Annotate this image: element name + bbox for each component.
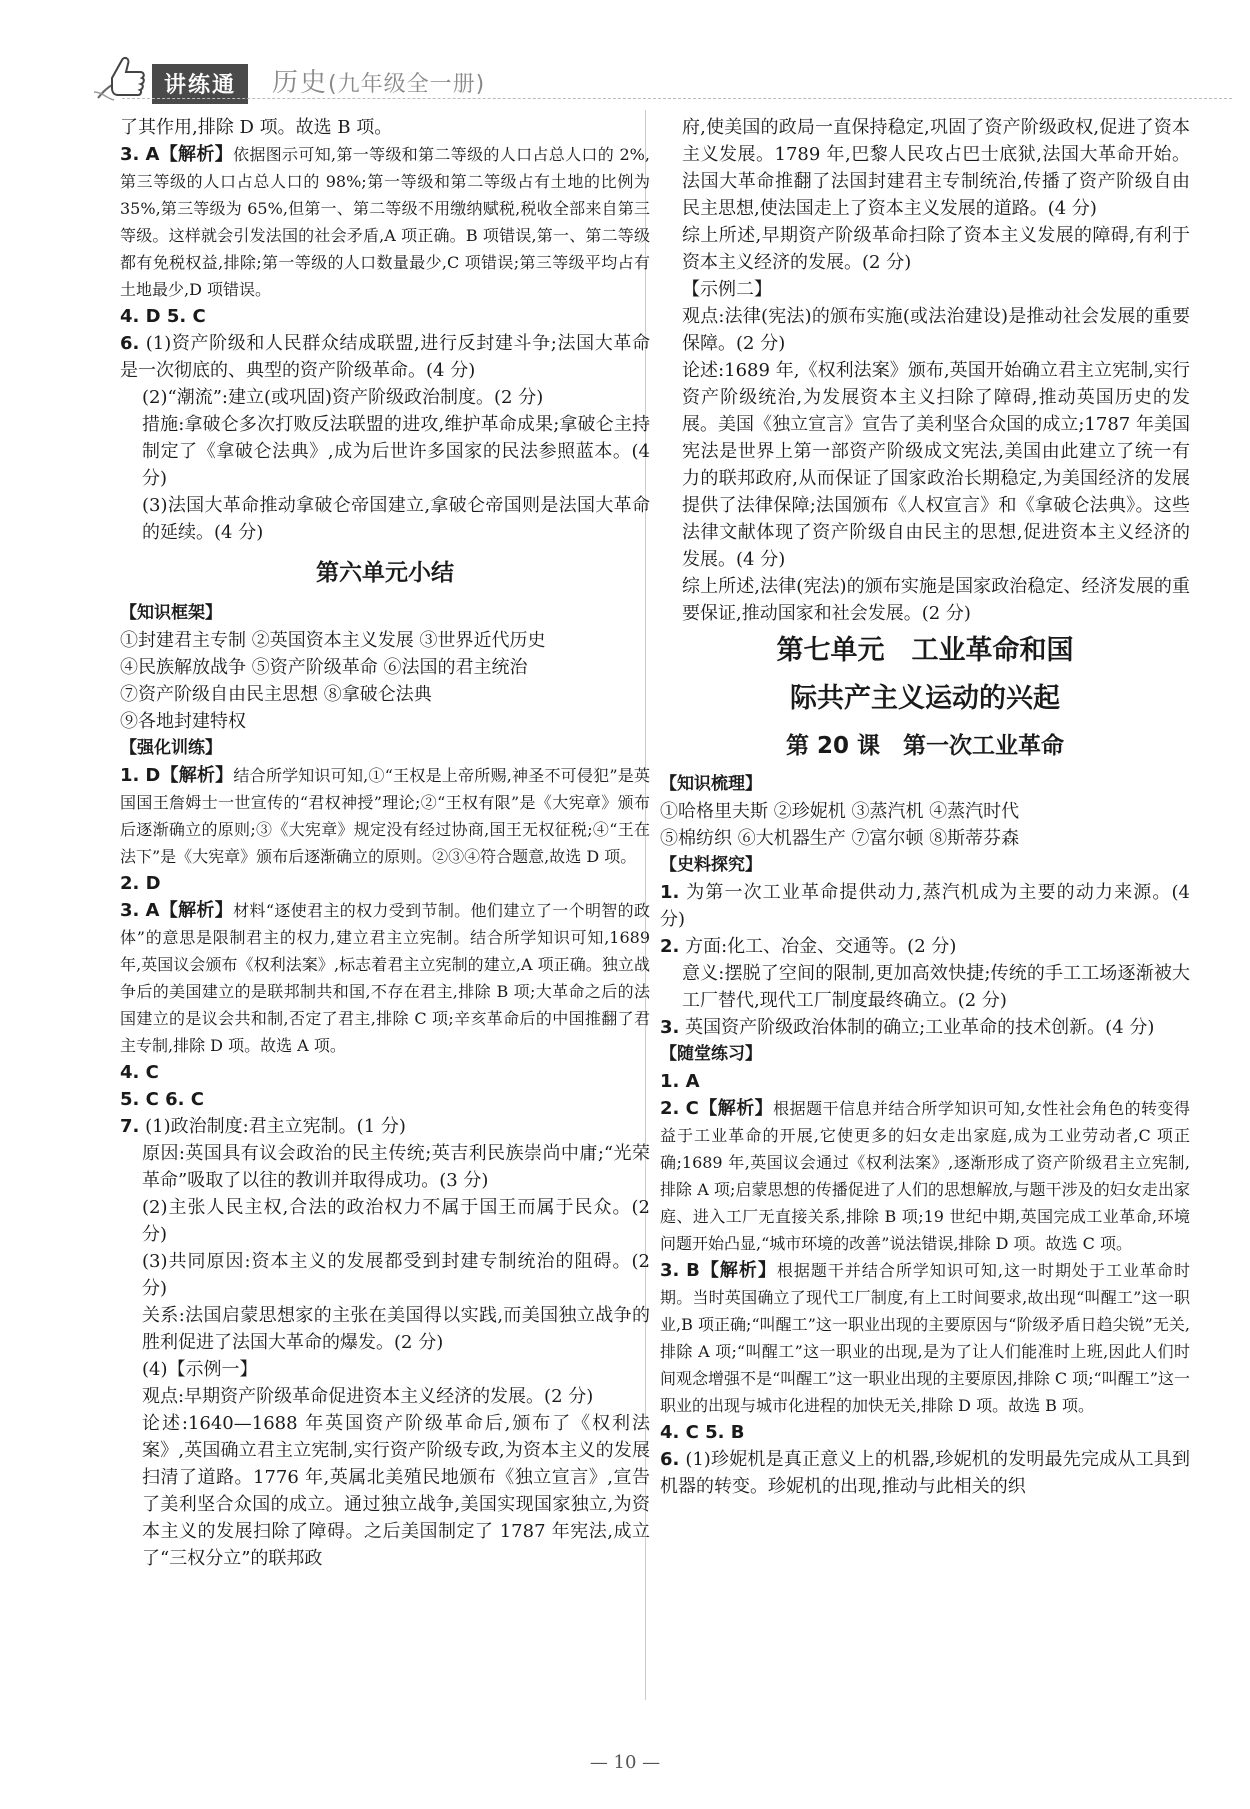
answer-number: 7. [120, 1116, 140, 1137]
answer-number: 6. [660, 1449, 680, 1470]
answer-text: (1)政治制度:君主立宪制。(1 分) [145, 1116, 406, 1137]
answer-analysis: 依据图示可知,第一等级和第二等级的人口占总人口的 2%,第三等级的人口占总人口的 98%;第一等级和第二等级占有土地的比例为 35%,第三等级为 65%,但第一、第二等级不用缴纳赋税,税收全部来自第三等级。这样就会引发法国的社会矛盾,A 项正确。B 项错误,第一、第二等级都有免税权益,排除;第一等级的人口数量最少,C 项错误;第三等级平均占有土地最少,D 项错误。 [120, 145, 650, 299]
answer-7 [120, 1113, 650, 1140]
inquiry-1 [660, 879, 1190, 933]
framework-line: ④民族解放战争 ⑤资产阶级革命 ⑥法国的君主统治 [120, 657, 528, 678]
answer-6 [120, 330, 650, 384]
answer-text: 方面:化工、冶金、交通等。(2 分) [685, 936, 957, 957]
knowledge-framework-heading: 【知识框架】 [120, 603, 222, 623]
answer-text: (3)共同原因:资本主义的发展都受到封建专制统治的阻碍。(2 分) [142, 1251, 650, 1299]
answer-analysis: 材料“逐使君主的权力受到节制。他们建立了一个明智的政体”的意思是限制君主的权力,建立君主立宪制。结合所学知识可知,1689 年,英国议会颁布《权利法案》,标志着君主立宪制的建立,A 项正确。独立战争后的美国建立的是联邦制共和国,不存在君主,排除 B 项;大革命之后的法国建立的是议会共和制,否定了君主,排除 C 项;辛亥革命后的中国推翻了君主专制,排除 D 项。故选 A 项。 [120, 901, 650, 1055]
answer-text: 综上所述,早期资产阶级革命扫除了资本主义发展的障碍,有利于资本主义经济的发展。(2 分) [682, 225, 1190, 273]
section-title: 第六单元小结 [316, 560, 454, 586]
answer-text: 府,使美国的政局一直保持稳定,巩固了资产阶级政权,促进了资本主义发展。1789 年,巴黎人民攻占巴士底狱,法国大革命开始。法国大革命推翻了法国封建君主专制统治,传播了资产阶级自由民主思想,使法国走上了资本主义发展的道路。(4 分) [682, 117, 1190, 219]
practice-4-5: 4. C 5. B [660, 1422, 745, 1443]
left-column [120, 114, 650, 1572]
answer-key: A【解析】 [145, 144, 234, 165]
answer-number: 6. [120, 333, 140, 354]
answer-text: (2)“潮流”:建立(或巩固)资产阶级政治制度。(2 分) [142, 387, 544, 408]
lesson-title: 第 20 课 第一次工业革命 [785, 733, 1065, 759]
review-line: ①哈格里夫斯 ②珍妮机 ③蒸汽机 ④蒸汽时代 [660, 801, 1020, 822]
unit-title-line-2: 际共产主义运动的兴起 [790, 683, 1060, 714]
subject-label [272, 62, 485, 99]
practice-heading: 【随堂练习】 [660, 1044, 762, 1064]
answer-text: (1)资产阶级和人民群众结成联盟,进行反封建斗争;法国大革命是一次彻底的、典型的资产阶级革命。(4 分) [120, 333, 650, 381]
answer-number: 2. [660, 936, 680, 957]
answer-2: 2. D [120, 873, 161, 894]
answer-number: 2. [660, 1098, 680, 1119]
answer-4: 4. C [120, 1062, 159, 1083]
answer-text: 措施:拿破仑多次打败反法联盟的进攻,维护革命成果;拿破仑主持制定了《拿破仑法典》,成为后世许多国家的民法参照蓝本。(4 分) [142, 414, 650, 489]
answer-number: 3. [120, 900, 140, 921]
answer-key: A【解析】 [145, 900, 234, 921]
answer-text: (2)主张人民主权,合法的政治权力不属于国王而属于民众。(2 分) [142, 1197, 650, 1245]
inquiry-2 [660, 933, 1190, 960]
review-line: ⑤棉纺织 ⑥大机器生产 ⑦富尔顿 ⑧斯蒂芬森 [660, 828, 1020, 849]
answer-3 [120, 141, 650, 303]
header-rule [122, 98, 1232, 99]
unit-title-line-1: 第七单元 工业革命和国 [776, 635, 1074, 666]
framework-line: ⑦资产阶级自由民主思想 ⑧拿破仑法典 [120, 684, 432, 705]
answer-text: 为第一次工业革命提供动力,蒸汽机成为主要的动力来源。(4 分) [660, 882, 1190, 930]
answer-text: 英国资产阶级政治体制的确立;工业革命的技术创新。(4 分) [685, 1017, 1155, 1038]
answers-4-5: 4. D 5. C [120, 306, 206, 327]
answer-text: 综上所述,法律(宪法)的颁布实施是国家政治稳定、经济发展的重要保证,推动国家和社会发展。(2 分) [682, 576, 1190, 624]
text-line: 了其作用,排除 D 项。故选 B 项。 [120, 117, 393, 138]
grade-label: (九年级全一册) [328, 72, 486, 97]
subject-name: 历史 [272, 68, 329, 98]
answer-text: 观点:早期资产阶级革命促进资本主义经济的发展。(2 分) [142, 1386, 594, 1407]
practice-1: 1. A [660, 1071, 700, 1092]
answer-number: 1. [120, 765, 140, 786]
answer-3b [120, 897, 650, 1059]
answer-number: 3. [660, 1260, 680, 1281]
answer-key: C【解析】 [685, 1098, 774, 1119]
answer-number: 3. [660, 1017, 680, 1038]
answer-text: 论述:1640—1688 年英国资产阶级革命后,颁布了《权利法案》,英国确立君主立宪制,实行资产阶级专政,为资本主义的发展扫清了道路。1776 年,英属北美殖民地颁布《独立宣言》,宣告了美利坚合众国的成立。通过独立战争,美国实现国家独立,为资本主义的发展扫除了障碍。之后美国制定了 1787 年宪法,成立了“三权分立”的联邦政 [142, 1413, 650, 1569]
framework-line: ⑨各地封建特权 [120, 711, 246, 732]
reinforcement-heading: 【强化训练】 [120, 738, 222, 758]
answer-analysis: 根据题干信息并结合所学知识可知,女性社会角色的转变得益于工业革命的开展,它使更多的妇女走出家庭,成为工业劳动者,C 项正确;1689 年,英国议会通过《权利法案》,逐渐形成了资产阶级君主立宪制,排除 A 项;启蒙思想的传播促进了人们的思想解放,与题干涉及的妇女走出家庭、进入工厂无直接关系,排除 B 项;19 世纪中期,英国完成工业革命,环境问题开始凸显,“城市环境的改善”说法错误,排除 D 项。故选 C 项。 [660, 1099, 1190, 1253]
inquiry-3 [660, 1014, 1190, 1041]
answer-key: D【解析】 [145, 765, 234, 786]
practice-3 [660, 1257, 1190, 1419]
answer-text: (1)珍妮机是真正意义上的机器,珍妮机的发明最先完成从工具到机器的转变。珍妮机的出现,推动与此相关的织 [660, 1449, 1190, 1497]
practice-6 [660, 1446, 1190, 1500]
answer-text: (3)法国大革命推动拿破仑帝国建立,拿破仑帝国则是法国大革命的延续。(4 分) [142, 495, 650, 543]
answer-text: 关系:法国启蒙思想家的主张在美国得以实践,而美国独立战争的胜利促进了法国大革命的爆发。(2 分) [142, 1305, 650, 1353]
answers-5-6: 5. C 6. C [120, 1089, 204, 1110]
answer-number: 1. [660, 882, 680, 903]
example-heading: 【示例二】 [682, 279, 772, 300]
brand-label: 讲练通 [152, 64, 248, 104]
answer-analysis: 结合所学知识可知,①“王权是上帝所赐,神圣不可侵犯”是英国国王詹姆士一世宣传的“君权神授”理论;②“王权有限”是《大宪章》颁布后逐渐确立的原则;③《大宪章》规定没有经过协商,国王无权征税;④“王在法下”是《大宪章》颁布后逐渐确立的原则。②③④符合题意,故选 D 项。 [120, 766, 650, 866]
knowledge-review-heading: 【知识梳理】 [660, 774, 762, 794]
page-number: — 10 — [589, 1752, 661, 1773]
answer-analysis: 根据题干并结合所学知识可知,这一时期处于工业革命时期。当时英国确立了现代工厂制度,有上工时间要求,故出现“叫醒工”这一职业,B 项正确;“叫醒工”这一职业出现的主要原因与“阶级矛盾日趋尖锐”无关,排除 A 项;“叫醒工”这一职业的出现,是为了让人们能准时上班,因此人们时间观念增强不是“叫醒工”这一职业出现的主要原因,排除 C 项;“叫醒工”这一职业的出现与城市化进程的加快无关,排除 D 项。故选 B 项。 [660, 1261, 1190, 1415]
practice-2 [660, 1095, 1190, 1257]
answer-text: (4)【示例一】 [142, 1359, 258, 1380]
answer-text: 观点:法律(宪法)的颁布实施(或法治建设)是推动社会发展的重要保障。(2 分) [682, 306, 1190, 354]
source-inquiry-heading: 【史料探究】 [660, 855, 762, 875]
framework-line: ①封建君主专制 ②英国资本主义发展 ③世界近代历史 [120, 630, 546, 651]
right-column [660, 114, 1190, 1500]
answer-key: B【解析】 [686, 1260, 777, 1281]
answer-text: 原因:英国具有议会政治的民主传统;英吉利民族崇尚中庸;“光荣革命”吸取了以往的教训并取得成功。(3 分) [142, 1143, 650, 1191]
answer-1 [120, 762, 650, 870]
answer-text: 论述:1689 年,《权利法案》颁布,英国开始确立君主立宪制,实行资产阶级统治,为发展资本主义扫除了障碍,推动英国历史的发展。美国《独立宣言》宣告了美利坚合众国的成立;1787 年美国宪法是世界上第一部资产阶级成文宪法,美国由此建立了统一有力的联邦政府,从而保证了国家政治长期稳定,为美国经济的发展提供了法律保障;法国颁布《人权宣言》和《拿破仑法典》。这些法律文献体现了资产阶级自由民主的思想,促进资本主义经济的发展。(4 分) [682, 360, 1190, 570]
answer-text: 意义:摆脱了空间的限制,更加高效快捷;传统的手工工场逐渐被大工厂替代,现代工厂制度最终确立。(2 分) [682, 963, 1190, 1011]
answer-number: 3. [120, 144, 140, 165]
